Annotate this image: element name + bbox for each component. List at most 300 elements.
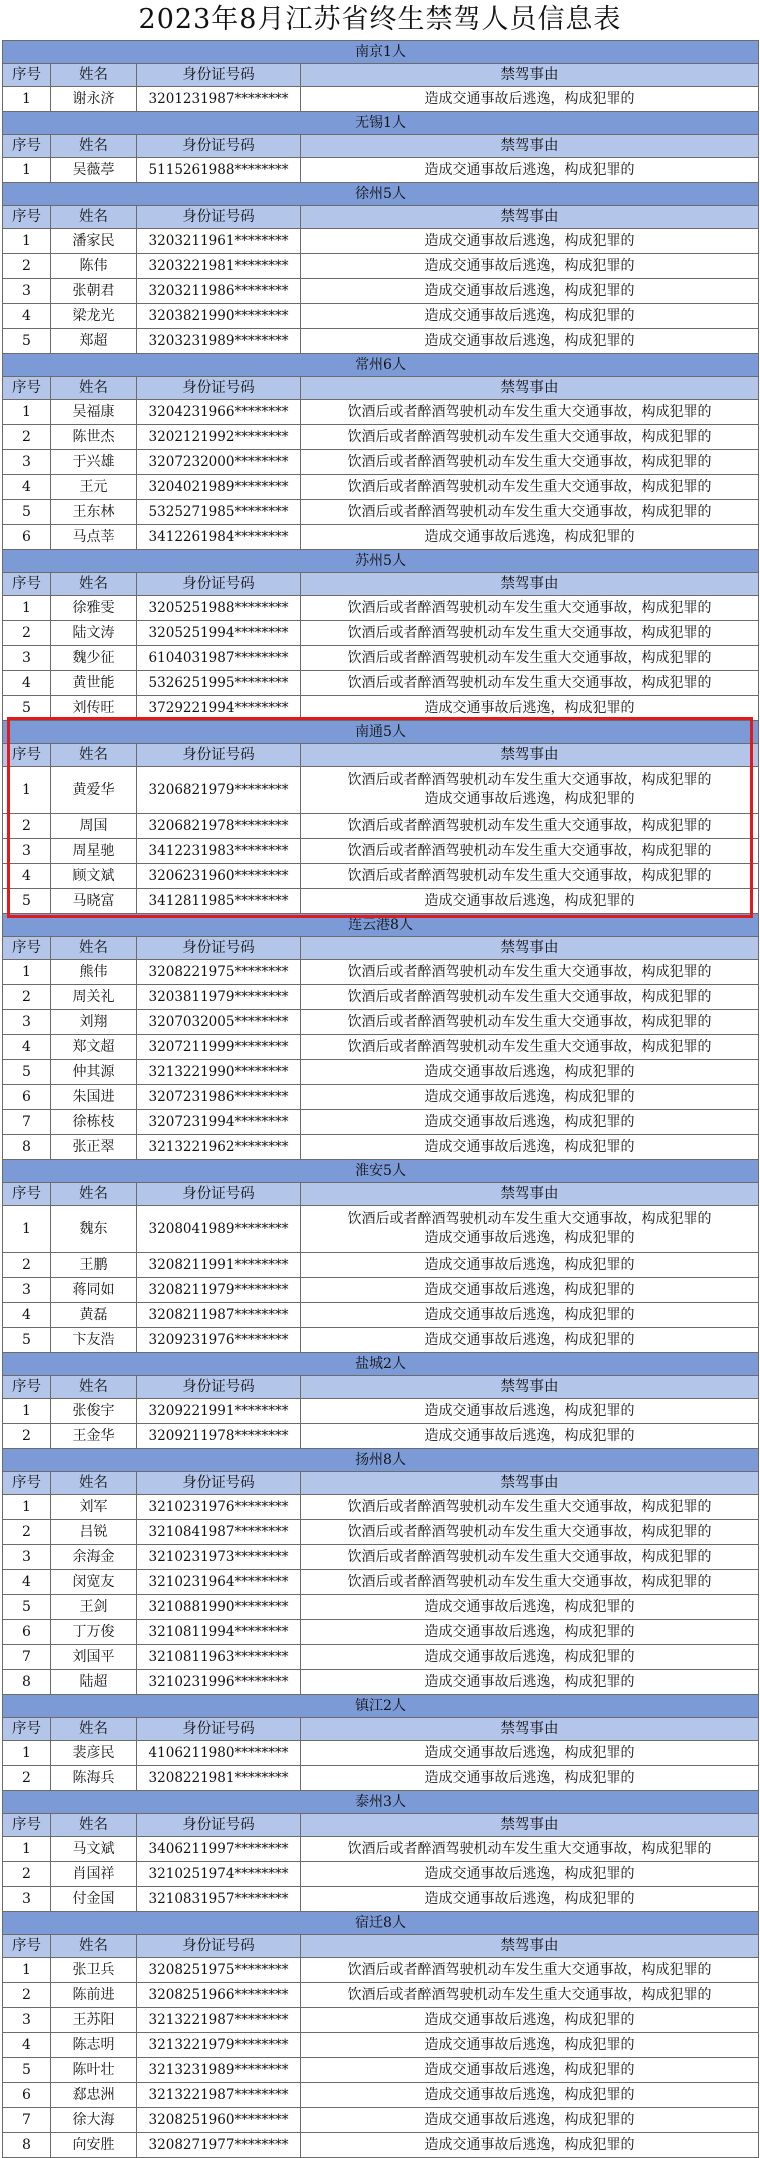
person-name: 王元: [51, 475, 137, 500]
row-number: 5: [3, 329, 51, 354]
table-row: [3, 1085, 759, 1110]
ban-reason: 造成交通事故后逃逸，构成犯罪的: [301, 329, 759, 354]
table-row: [3, 2133, 759, 2158]
person-name: 马晓富: [51, 889, 137, 914]
row-number: 3: [3, 1545, 51, 1570]
section-row: [3, 1695, 759, 1718]
person-name: 闵宽友: [51, 1570, 137, 1595]
ban-reason: 造成交通事故后逃逸，构成犯罪的: [301, 2033, 759, 2058]
table-row: [3, 2108, 759, 2133]
row-number: 1: [3, 1837, 51, 1862]
person-name: 王金华: [51, 1424, 137, 1449]
ban-reason: 造成交通事故后逃逸，构成犯罪的: [301, 1110, 759, 1135]
section-row: [3, 112, 759, 135]
col-header-id: 身份证号码: [137, 64, 301, 87]
table-row: [3, 450, 759, 475]
ban-reason: 造成交通事故后逃逸，构成犯罪的: [301, 304, 759, 329]
row-number: 2: [3, 814, 51, 839]
ban-reason: 造成交通事故后逃逸，构成犯罪的: [301, 1303, 759, 1328]
id-number: 3213231989********: [137, 2058, 301, 2083]
person-name: 周关礼: [51, 985, 137, 1010]
row-number: 4: [3, 475, 51, 500]
column-header-row: [3, 1376, 759, 1399]
ban-reason: 造成交通事故后逃逸，构成犯罪的: [301, 87, 759, 112]
id-number: 3210841987********: [137, 1520, 301, 1545]
section-row: [3, 1353, 759, 1376]
id-number: 3201231987********: [137, 87, 301, 112]
row-number: 5: [3, 696, 51, 721]
column-header-row: [3, 573, 759, 596]
section-row: [3, 1160, 759, 1183]
id-number: 3406211997********: [137, 1837, 301, 1862]
table-row: [3, 621, 759, 646]
table-row: [3, 1620, 759, 1645]
col-header-no: 序号: [3, 573, 51, 596]
row-number: 2: [3, 1766, 51, 1791]
row-number: 1: [3, 767, 51, 814]
ban-reason: 饮酒后或者醉酒驾驶机动车发生重大交通事故，构成犯罪的: [301, 960, 759, 985]
row-number: 4: [3, 1570, 51, 1595]
column-header-row: [3, 1935, 759, 1958]
table-row: [3, 1206, 759, 1253]
ban-reason: 饮酒后或者醉酒驾驶机动车发生重大交通事故，构成犯罪的: [301, 596, 759, 621]
id-number: 3213221962********: [137, 1135, 301, 1160]
row-number: 6: [3, 1085, 51, 1110]
row-number: 5: [3, 500, 51, 525]
ban-reason: 饮酒后或者醉酒驾驶机动车发生重大交通事故，构成犯罪的: [301, 1983, 759, 2008]
row-number: 1: [3, 1741, 51, 1766]
col-header-id: 身份证号码: [137, 1718, 301, 1741]
ban-reason: 造成交通事故后逃逸，构成犯罪的: [301, 279, 759, 304]
column-header-row: [3, 1718, 759, 1741]
col-header-name: 姓名: [51, 1472, 137, 1495]
ban-reason-line: 造成交通事故后逃逸，构成犯罪的: [424, 1230, 635, 1246]
ban-reason: 饮酒后或者醉酒驾驶机动车发生重大交通事故，构成犯罪的: [301, 425, 759, 450]
id-number: 3412811985********: [137, 889, 301, 914]
ban-reason: 造成交通事故后逃逸，构成犯罪的: [301, 254, 759, 279]
table-row: [3, 767, 759, 814]
person-name: 马文斌: [51, 1837, 137, 1862]
ban-reason: 造成交通事故后逃逸，构成犯罪的: [301, 696, 759, 721]
person-name: 郑超: [51, 329, 137, 354]
table-row: [3, 985, 759, 1010]
col-header-no: 序号: [3, 1718, 51, 1741]
ban-reason: 饮酒后或者醉酒驾驶机动车发生重大交通事故，构成犯罪的: [301, 1958, 759, 1983]
row-number: 1: [3, 1206, 51, 1253]
ban-reason: 造成交通事故后逃逸，构成犯罪的: [301, 525, 759, 550]
table-row: [3, 1010, 759, 1035]
person-name: 黄世能: [51, 671, 137, 696]
table-row: [3, 864, 759, 889]
person-name: 肖国祥: [51, 1862, 137, 1887]
section-title: 常州6人: [3, 354, 759, 377]
col-header-no: 序号: [3, 1472, 51, 1495]
table-row: [3, 329, 759, 354]
person-name: 张朝君: [51, 279, 137, 304]
ban-reason: 造成交通事故后逃逸，构成犯罪的: [301, 1085, 759, 1110]
id-number: 3208211987********: [137, 1303, 301, 1328]
table-row: [3, 1645, 759, 1670]
table-row: [3, 1399, 759, 1424]
col-header-no: 序号: [3, 1814, 51, 1837]
id-number: 3206821979********: [137, 767, 301, 814]
person-name: 于兴雄: [51, 450, 137, 475]
id-number: 3203231989********: [137, 329, 301, 354]
ban-reason: 造成交通事故后逃逸，构成犯罪的: [301, 229, 759, 254]
col-header-no: 序号: [3, 64, 51, 87]
person-name: 刘国平: [51, 1645, 137, 1670]
row-number: 1: [3, 596, 51, 621]
ban-reason: 饮酒后或者醉酒驾驶机动车发生重大交通事故，构成犯罪的: [301, 646, 759, 671]
table-row: [3, 1060, 759, 1085]
id-number: 5115261988********: [137, 158, 301, 183]
row-number: 1: [3, 1495, 51, 1520]
col-header-reason: 禁驾事由: [301, 1718, 759, 1741]
table-row: [3, 1135, 759, 1160]
ban-reason: 饮酒后或者醉酒驾驶机动车发生重大交通事故，构成犯罪的: [301, 1520, 759, 1545]
id-number: 3203811979********: [137, 985, 301, 1010]
table-row: [3, 525, 759, 550]
person-name: 郑文超: [51, 1035, 137, 1060]
person-name: 魏东: [51, 1206, 137, 1253]
row-number: 3: [3, 279, 51, 304]
page-title: 2023年8月江苏省终生禁驾人员信息表: [138, 4, 622, 35]
id-number: 3204231966********: [137, 400, 301, 425]
table-row: [3, 279, 759, 304]
table-row: [3, 229, 759, 254]
ban-reason: 饮酒后或者醉酒驾驶机动车发生重大交通事故，构成犯罪的: [301, 621, 759, 646]
row-number: 7: [3, 1645, 51, 1670]
person-name: 陈前进: [51, 1983, 137, 2008]
id-number: 5325271985********: [137, 500, 301, 525]
col-header-id: 身份证号码: [137, 744, 301, 767]
person-name: 黄磊: [51, 1303, 137, 1328]
column-header-row: [3, 377, 759, 400]
column-header-row: [3, 937, 759, 960]
column-header-row: [3, 1814, 759, 1837]
table-row: [3, 1983, 759, 2008]
row-number: 4: [3, 2033, 51, 2058]
col-header-reason: 禁驾事由: [301, 135, 759, 158]
person-name: 张正翠: [51, 1135, 137, 1160]
col-header-reason: 禁驾事由: [301, 1183, 759, 1206]
id-number: 3207231986********: [137, 1085, 301, 1110]
id-number: 3210231996********: [137, 1670, 301, 1695]
person-name: 熊伟: [51, 960, 137, 985]
id-number: 3210881990********: [137, 1595, 301, 1620]
person-name: 仲其源: [51, 1060, 137, 1085]
section-row: [3, 721, 759, 744]
person-name: 刘军: [51, 1495, 137, 1520]
table-row: [3, 1328, 759, 1353]
ban-reason-line: 饮酒后或者醉酒驾驶机动车发生重大交通事故，构成犯罪的: [347, 1211, 712, 1227]
section-row: [3, 354, 759, 377]
col-header-no: 序号: [3, 937, 51, 960]
row-number: 5: [3, 2058, 51, 2083]
table-row: [3, 1570, 759, 1595]
row-number: 1: [3, 1958, 51, 1983]
section-title: 淮安5人: [3, 1160, 759, 1183]
id-number: 3203211961********: [137, 229, 301, 254]
row-number: 1: [3, 158, 51, 183]
ban-reason: 造成交通事故后逃逸，构成犯罪的: [301, 1595, 759, 1620]
ban-reason: 造成交通事故后逃逸，构成犯罪的: [301, 2133, 759, 2158]
col-header-reason: 禁驾事由: [301, 1376, 759, 1399]
table-row: [3, 1670, 759, 1695]
row-number: 1: [3, 1399, 51, 1424]
section-title: 镇江2人: [3, 1695, 759, 1718]
section-title: 宿迁8人: [3, 1912, 759, 1935]
person-name: 陈叶壮: [51, 2058, 137, 2083]
row-number: 4: [3, 671, 51, 696]
person-name: 吕锐: [51, 1520, 137, 1545]
col-header-no: 序号: [3, 377, 51, 400]
id-number: 4106211980********: [137, 1741, 301, 1766]
id-number: 3210231976********: [137, 1495, 301, 1520]
ban-reason: 造成交通事故后逃逸，构成犯罪的: [301, 1741, 759, 1766]
col-header-reason: 禁驾事由: [301, 573, 759, 596]
id-number: 3208211991********: [137, 1253, 301, 1278]
col-header-name: 姓名: [51, 1718, 137, 1741]
col-header-id: 身份证号码: [137, 1472, 301, 1495]
table-row: [3, 1862, 759, 1887]
col-header-reason: 禁驾事由: [301, 937, 759, 960]
ban-reason: [301, 1206, 759, 1253]
ban-reason: 饮酒后或者醉酒驾驶机动车发生重大交通事故，构成犯罪的: [301, 1035, 759, 1060]
id-number: 3210811994********: [137, 1620, 301, 1645]
ban-reason: 饮酒后或者醉酒驾驶机动车发生重大交通事故，构成犯罪的: [301, 1570, 759, 1595]
section-row: [3, 41, 759, 64]
row-number: 7: [3, 1110, 51, 1135]
row-number: 2: [3, 1983, 51, 2008]
id-number: 3208251960********: [137, 2108, 301, 2133]
section-row: [3, 1912, 759, 1935]
person-name: 徐雅雯: [51, 596, 137, 621]
col-header-reason: 禁驾事由: [301, 1814, 759, 1837]
id-number: 3206231960********: [137, 864, 301, 889]
section-row: [3, 550, 759, 573]
section-title: 盐城2人: [3, 1353, 759, 1376]
person-name: 顾文斌: [51, 864, 137, 889]
person-name: 陆文涛: [51, 621, 137, 646]
col-header-id: 身份证号码: [137, 206, 301, 229]
col-header-name: 姓名: [51, 64, 137, 87]
ban-reason: 造成交通事故后逃逸，构成犯罪的: [301, 158, 759, 183]
table-row: [3, 889, 759, 914]
row-number: 4: [3, 304, 51, 329]
id-number: 3203221981********: [137, 254, 301, 279]
col-header-name: 姓名: [51, 135, 137, 158]
person-name: 王东林: [51, 500, 137, 525]
col-header-name: 姓名: [51, 744, 137, 767]
table-row: [3, 646, 759, 671]
ban-reason: 造成交通事故后逃逸，构成犯罪的: [301, 1766, 759, 1791]
row-number: 5: [3, 1595, 51, 1620]
person-name: 吴福康: [51, 400, 137, 425]
table-row: [3, 1035, 759, 1060]
col-header-name: 姓名: [51, 1935, 137, 1958]
table-row: [3, 2008, 759, 2033]
table-row: [3, 1253, 759, 1278]
ban-reason: 饮酒后或者醉酒驾驶机动车发生重大交通事故，构成犯罪的: [301, 475, 759, 500]
row-number: 3: [3, 1010, 51, 1035]
person-name: 周国: [51, 814, 137, 839]
section-title: 徐州5人: [3, 183, 759, 206]
row-number: 6: [3, 525, 51, 550]
row-number: 2: [3, 985, 51, 1010]
ban-reason: 饮酒后或者醉酒驾驶机动车发生重大交通事故，构成犯罪的: [301, 864, 759, 889]
person-name: 潘家民: [51, 229, 137, 254]
col-header-name: 姓名: [51, 1814, 137, 1837]
ban-reason-line: 饮酒后或者醉酒驾驶机动车发生重大交通事故，构成犯罪的: [347, 772, 712, 788]
col-header-name: 姓名: [51, 937, 137, 960]
ban-reason: 造成交通事故后逃逸，构成犯罪的: [301, 1060, 759, 1085]
row-number: 2: [3, 425, 51, 450]
row-number: 5: [3, 1328, 51, 1353]
section-row: [3, 183, 759, 206]
id-number: 3210231973********: [137, 1545, 301, 1570]
col-header-no: 序号: [3, 206, 51, 229]
person-name: 谢永济: [51, 87, 137, 112]
col-header-name: 姓名: [51, 206, 137, 229]
ban-reason: 饮酒后或者醉酒驾驶机动车发生重大交通事故，构成犯罪的: [301, 450, 759, 475]
id-number: 3210251974********: [137, 1862, 301, 1887]
person-name: 梁龙光: [51, 304, 137, 329]
table-row: [3, 1958, 759, 1983]
row-number: 1: [3, 87, 51, 112]
ban-reason: 造成交通事故后逃逸，构成犯罪的: [301, 2108, 759, 2133]
table-row: [3, 1741, 759, 1766]
table-row: [3, 304, 759, 329]
col-header-reason: 禁驾事由: [301, 1935, 759, 1958]
ban-reason: 造成交通事故后逃逸，构成犯罪的: [301, 889, 759, 914]
row-number: 2: [3, 1253, 51, 1278]
ban-reason: 造成交通事故后逃逸，构成犯罪的: [301, 1424, 759, 1449]
table-row: [3, 475, 759, 500]
ban-reason: 饮酒后或者醉酒驾驶机动车发生重大交通事故，构成犯罪的: [301, 1837, 759, 1862]
id-number: 3213221979********: [137, 2033, 301, 2058]
col-header-reason: 禁驾事由: [301, 64, 759, 87]
col-header-id: 身份证号码: [137, 377, 301, 400]
id-number: 3213221987********: [137, 2083, 301, 2108]
row-number: 1: [3, 960, 51, 985]
col-header-reason: 禁驾事由: [301, 1472, 759, 1495]
ban-reason: [301, 767, 759, 814]
ban-reason: 造成交通事故后逃逸，构成犯罪的: [301, 1399, 759, 1424]
col-header-no: 序号: [3, 744, 51, 767]
table-row: [3, 671, 759, 696]
person-name: 余海金: [51, 1545, 137, 1570]
ban-reason: 饮酒后或者醉酒驾驶机动车发生重大交通事故，构成犯罪的: [301, 671, 759, 696]
ban-reason: 造成交通事故后逃逸，构成犯罪的: [301, 1887, 759, 1912]
id-number: 3412231983********: [137, 839, 301, 864]
ban-reason: 造成交通事故后逃逸，构成犯罪的: [301, 1278, 759, 1303]
id-number: 3208251975********: [137, 1958, 301, 1983]
id-number: 3213221987********: [137, 2008, 301, 2033]
person-name: 徐大海: [51, 2108, 137, 2133]
table-row: [3, 1887, 759, 1912]
id-number: 3207232000********: [137, 450, 301, 475]
row-number: 2: [3, 621, 51, 646]
table-row: [3, 1545, 759, 1570]
column-header-row: [3, 135, 759, 158]
table-row: [3, 1595, 759, 1620]
column-header-row: [3, 1183, 759, 1206]
id-number: 3729221994********: [137, 696, 301, 721]
person-name: 王鹏: [51, 1253, 137, 1278]
person-name: 黄爱华: [51, 767, 137, 814]
row-number: 4: [3, 1035, 51, 1060]
ban-reason: 饮酒后或者醉酒驾驶机动车发生重大交通事故，构成犯罪的: [301, 985, 759, 1010]
ban-reason: 饮酒后或者醉酒驾驶机动车发生重大交通事故，构成犯罪的: [301, 1010, 759, 1035]
row-number: 2: [3, 254, 51, 279]
col-header-no: 序号: [3, 1376, 51, 1399]
id-number: 3203821990********: [137, 304, 301, 329]
row-number: 3: [3, 450, 51, 475]
table-row: [3, 158, 759, 183]
row-number: 5: [3, 889, 51, 914]
id-number: 3207231994********: [137, 1110, 301, 1135]
id-number: 3208251966********: [137, 1983, 301, 2008]
person-name: 刘翔: [51, 1010, 137, 1035]
ban-reason: 造成交通事故后逃逸，构成犯罪的: [301, 2083, 759, 2108]
person-name: 郄忠洲: [51, 2083, 137, 2108]
id-number: 3209221991********: [137, 1399, 301, 1424]
id-number: 3208211979********: [137, 1278, 301, 1303]
table-row: [3, 1303, 759, 1328]
table-row: [3, 1837, 759, 1862]
ban-reason: 饮酒后或者醉酒驾驶机动车发生重大交通事故，构成犯罪的: [301, 839, 759, 864]
col-header-id: 身份证号码: [137, 1935, 301, 1958]
table-row: [3, 425, 759, 450]
row-number: 3: [3, 2008, 51, 2033]
section-title: 无锡1人: [3, 112, 759, 135]
row-number: 6: [3, 2083, 51, 2108]
person-name: 朱国进: [51, 1085, 137, 1110]
col-header-name: 姓名: [51, 1376, 137, 1399]
person-name: 向安胜: [51, 2133, 137, 2158]
ban-reason: 造成交通事故后逃逸，构成犯罪的: [301, 1328, 759, 1353]
table-row: [3, 1495, 759, 1520]
table-row: [3, 814, 759, 839]
id-number: 3208221981********: [137, 1766, 301, 1791]
row-number: 2: [3, 1424, 51, 1449]
table-row: [3, 87, 759, 112]
col-header-name: 姓名: [51, 573, 137, 596]
id-number: 3208221975********: [137, 960, 301, 985]
person-name: 吴薇葶: [51, 158, 137, 183]
row-number: 1: [3, 400, 51, 425]
row-number: 6: [3, 1620, 51, 1645]
row-number: 8: [3, 1670, 51, 1695]
section-title: 南通5人: [3, 721, 759, 744]
id-number: 3207211999********: [137, 1035, 301, 1060]
ban-list-table: [2, 40, 759, 2158]
ban-reason: 饮酒后或者醉酒驾驶机动车发生重大交通事故，构成犯罪的: [301, 500, 759, 525]
id-number: 3412261984********: [137, 525, 301, 550]
section-title: 泰州3人: [3, 1791, 759, 1814]
id-number: 3205251988********: [137, 596, 301, 621]
section-title: 扬州8人: [3, 1449, 759, 1472]
row-number: 3: [3, 646, 51, 671]
col-header-reason: 禁驾事由: [301, 744, 759, 767]
person-name: 陈志明: [51, 2033, 137, 2058]
row-number: 2: [3, 1862, 51, 1887]
col-header-no: 序号: [3, 1935, 51, 1958]
person-name: 付金国: [51, 1887, 137, 1912]
column-header-row: [3, 1472, 759, 1495]
person-name: 王苏阳: [51, 2008, 137, 2033]
